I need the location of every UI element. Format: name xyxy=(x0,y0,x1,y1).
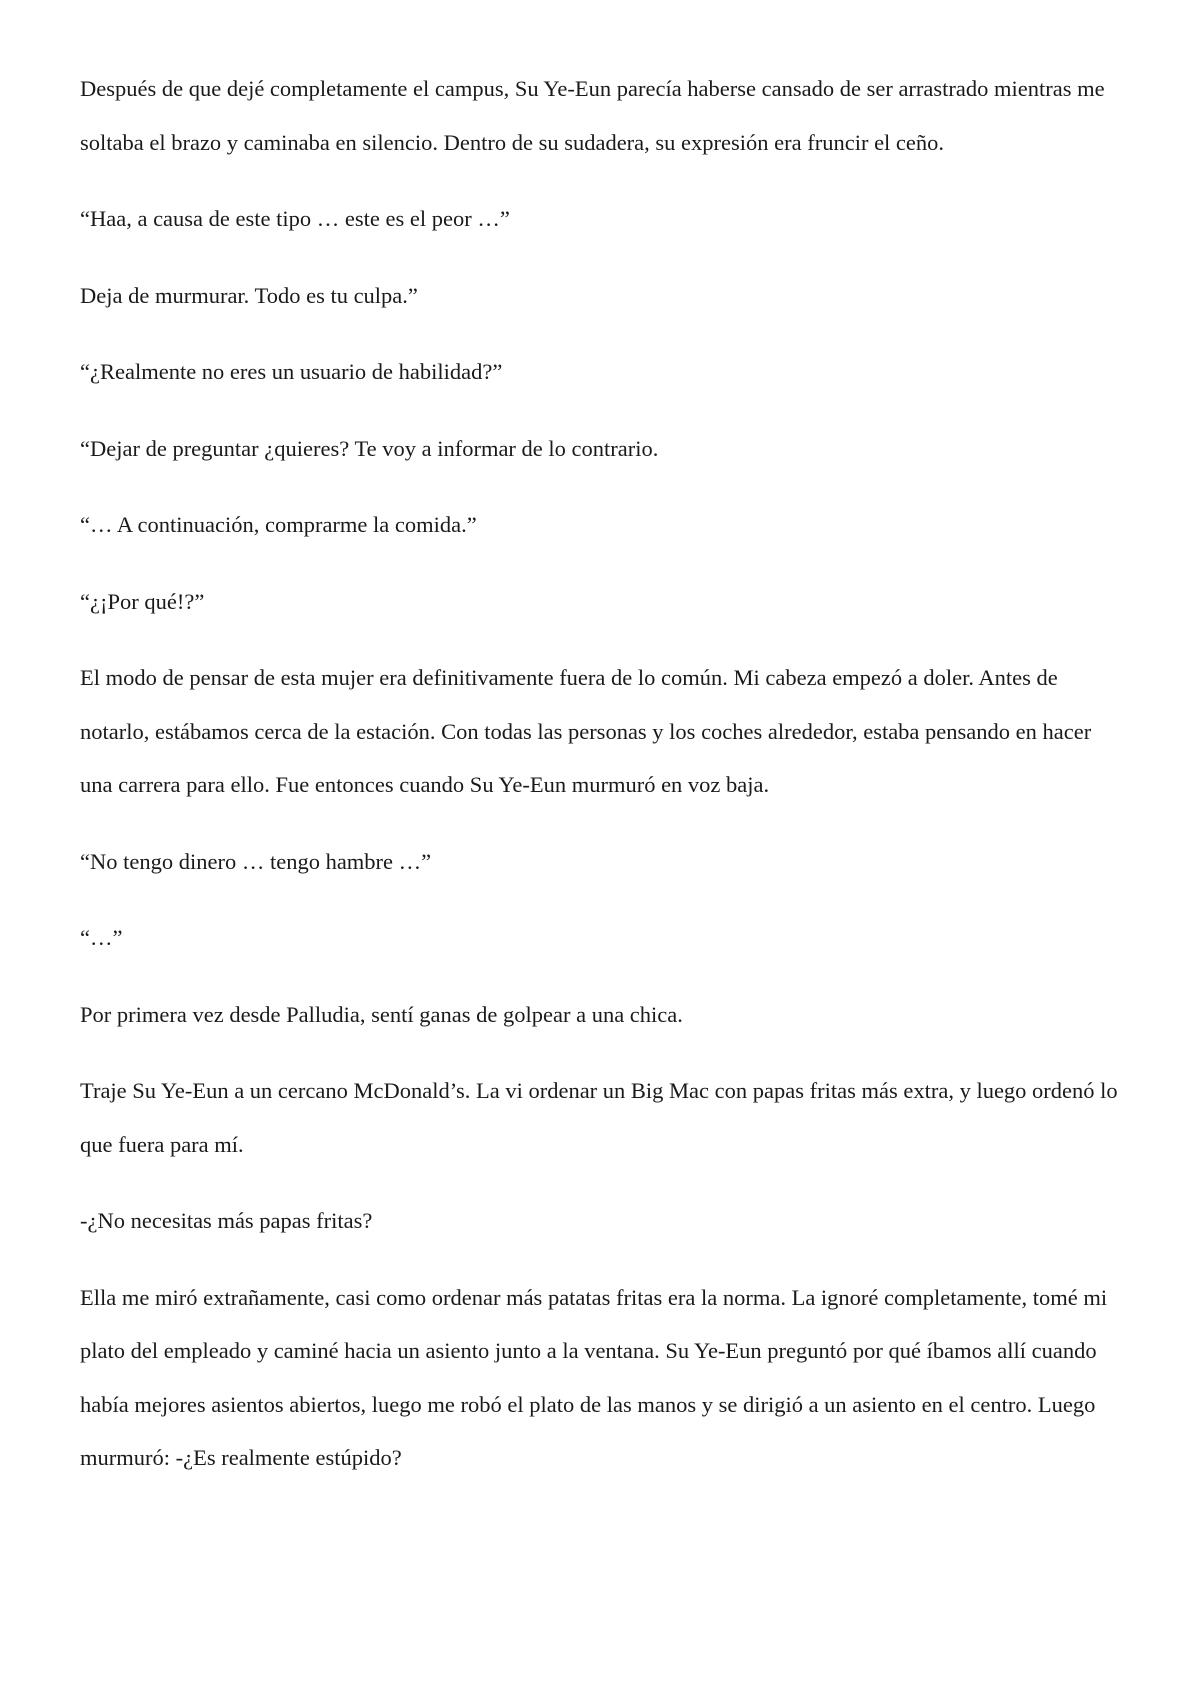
paragraph-2: “Haa, a causa de este tipo … este es el peor …” xyxy=(80,206,510,231)
paragraph-12: Traje Su Ye-Eun a un cercano McDonald’s. La vi ordenar un Big Mac con papas fritas más extra, y luego ordenó lo que fuera para mí. xyxy=(80,1078,1118,1157)
paragraph-4: “¿Realmente no eres un usuario de habilidad?” xyxy=(80,359,503,384)
paragraph-11: Por primera vez desde Palludia, sentí ganas de golpear a una chica. xyxy=(80,1001,683,1027)
paragraph-5: “Dejar de preguntar ¿quieres? Te voy a informar de lo contrario. xyxy=(80,435,659,461)
paragraph-7: “¿¡Por qué!?” xyxy=(80,588,205,614)
document-page xyxy=(80,62,1120,1485)
paragraph-9: “No tengo dinero … tengo hambre …” xyxy=(80,848,432,874)
paragraph-8: El modo de pensar de esta mujer era definitivamente fuera de lo común. Mi cabeza empezó a doler. Antes de notarlo, estábamos cerca de la estación. Con todas las personas y los coches alrededor, estaba pensando en hacer una carrera para ello. Fue entonces cuando Su Ye-Eun murmuró en voz baja. xyxy=(80,665,1092,797)
paragraph-1: Después de que dejé completamente el campus, Su Ye-Eun parecía haberse cansado de ser arrastrado mientras me soltaba el brazo y caminaba en silencio. Dentro de su sudadera, su expresión era fruncir el ceño. xyxy=(80,76,1105,155)
paragraph-3: Deja de murmurar. Todo es tu culpa.” xyxy=(80,282,418,308)
paragraph-13: -¿No necesitas más papas fritas? xyxy=(80,1208,373,1233)
paragraph-14: Ella me miró extrañamente, casi como ordenar más patatas fritas era la norma. La ignoré completamente, tomé mi plato del empleado y caminé hacia un asiento junto a la ventana. Su Ye-Eun preguntó por qué íbamos allí cuando había mejores asientos abiertos, luego me robó el plato de las manos y se dirigió a un asiento en el centro. Luego murmuró: -¿Es realmente estúpido? xyxy=(80,1284,1108,1470)
paragraph-6: “… A continuación, comprarme la comida.” xyxy=(80,512,477,537)
paragraph-10: “…” xyxy=(80,925,123,950)
